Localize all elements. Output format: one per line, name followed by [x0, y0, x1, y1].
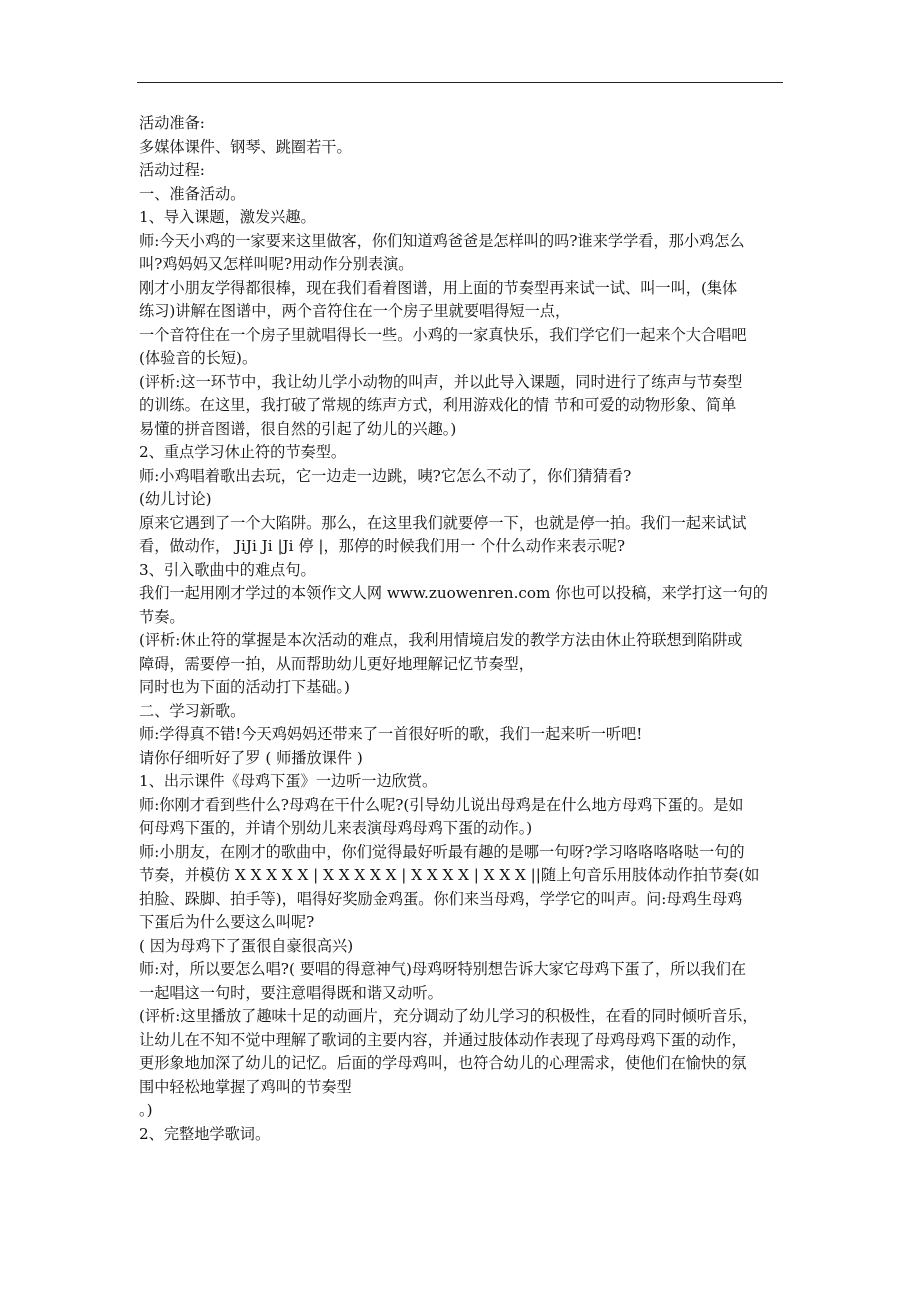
text-line: 刚才小朋友学得都很棒，现在我们看着图谱，用上面的节奏型再来试一试、叫一叫，(集体	[139, 278, 738, 297]
text-line: 请你仔细听好了罗 ( 师播放课件 )	[139, 748, 363, 767]
text-line: 一起唱这一句时，要注意唱得既和谐又动听。	[139, 983, 443, 1002]
text-line: 师:今天小鸡的一家要来这里做客，你们知道鸡爸爸是怎样叫的吗?谁来学学看，那小鸡怎么	[139, 231, 745, 250]
text-line: ( 因为母鸡下了蛋很自豪很高兴)	[139, 936, 354, 955]
text-line: 的训练。在这里，我打破了常规的练声方式，利用游戏化的情 节和可爱的动物形象、简单	[139, 396, 737, 414]
text-line: 二、学习新歌。	[139, 701, 246, 720]
text-line: 叫?鸡妈妈又怎样叫呢?用动作分别表演。	[139, 255, 414, 273]
text-line: 一个音符住在一个房子里就唱得长一些。小鸡的一家真快乐，我们学它们一起来个大合唱吧	[139, 325, 747, 344]
document-body	[139, 112, 787, 1146]
text-line: 节奏，并模仿 X X X X X | X X X X X | X X X X | X X X ||随上句音乐用肢体动作拍节奏(如	[139, 866, 760, 884]
text-line: 我们一起用刚才学过的本领作文人网 www.zuowenren.com 你也可以投稿，来学打这一句的	[139, 584, 768, 602]
text-line: 易懂的拼音图谱，很自然的引起了幼儿的兴趣。)	[139, 419, 457, 438]
text-line: 师:小鸡唱着歌出去玩，它一边走一边跳，咦?它怎么不动了，你们猜猜看?	[139, 466, 632, 485]
text-line: 活动准备:	[139, 114, 205, 132]
text-line: 2、完整地学歌词。	[139, 1124, 271, 1143]
text-line: 围中轻松地掌握了鸡叫的节奏型	[139, 1077, 352, 1096]
text-line: (评析:这一环节中，我让幼儿学小动物的叫声，并以此导入课题，同时进行了练声与节奏型	[139, 372, 743, 391]
text-line: 拍脸、跺脚、拍手等)，唱得好奖励金鸡蛋。你们来当母鸡，学学它的叫声。问:母鸡生母鸡	[139, 889, 743, 908]
text-line: 1、出示课件《母鸡下蛋》一边听一边欣赏。	[139, 772, 438, 790]
text-line: 原来它遇到了一个大陷阱。那么，在这里我们就要停一下，也就是停一拍。我们一起来试试	[139, 513, 747, 532]
text-line: (体验音的长短)。	[139, 349, 258, 367]
text-line: 同时也为下面的活动打下基础。)	[139, 678, 350, 696]
text-line: 让幼儿在不知不觉中理解了歌词的主要内容，并通过肢体动作表现了母鸡母鸡下蛋的动作，	[139, 1030, 747, 1049]
text-line: (评析:休止符的掌握是本次活动的难点，我利用情境启发的教学方法由休止符联想到陷阱或	[139, 631, 743, 649]
text-line: 多媒体课件、钢琴、跳圈若干。	[139, 137, 352, 156]
text-line: 师:小朋友，在刚才的歌曲中，你们觉得最好听最有趣的是哪一句呀?学习咯咯咯咯哒一句的	[139, 842, 745, 861]
text-line: 看，做动作， JiJi Ji |Ji 停 |，那停的时候我们用一 个什么动作来表示呢?	[139, 537, 625, 555]
text-line: 一、准备活动。	[139, 184, 246, 203]
text-line: 师:对，所以要怎么唱?( 要唱的得意神气)母鸡呀特别想告诉大家它母鸡下蛋了，所以我们在	[139, 960, 747, 978]
text-line: 。)	[139, 1101, 153, 1119]
text-line: 练习)讲解在图谱中，两个音符住在一个房子里就要唱得短一点，	[139, 302, 571, 320]
text-line: 障碍，需要停一拍，从而帮助幼儿更好地理解记忆节奏型，	[139, 654, 534, 673]
text-line: 师:你刚才看到些什么?母鸡在干什么呢?(引导幼儿说出母鸡是在什么地方母鸡下蛋的。是如	[139, 795, 744, 814]
text-line: 3、引入歌曲中的难点句。	[139, 560, 316, 579]
text-line: 下蛋后为什么要这么叫呢?	[139, 913, 315, 931]
text-line: 何母鸡下蛋的，并请个别幼儿来表演母鸡母鸡下蛋的动作。)	[139, 819, 533, 837]
text-line: (评析:这里播放了趣味十足的动画片，充分调动了幼儿学习的积极性，在看的同时倾听音乐，	[139, 1007, 758, 1025]
text-line: 更形象地加深了幼儿的记忆。后面的学母鸡叫，也符合幼儿的心理需求，使他们在愉快的氛	[139, 1054, 747, 1072]
text-line: 节奏。	[139, 607, 185, 626]
text-line: 2、重点学习休止符的节奏型。	[139, 443, 347, 461]
text-line: 1、导入课题，激发兴趣。	[139, 208, 316, 226]
text-line: (幼儿讨论)	[139, 490, 212, 508]
text-line: 活动过程:	[139, 161, 205, 179]
header-rule	[137, 82, 783, 83]
text-line: 师:学得真不错!今天鸡妈妈还带来了一首很好听的歌，我们一起来听一听吧!	[139, 725, 643, 743]
